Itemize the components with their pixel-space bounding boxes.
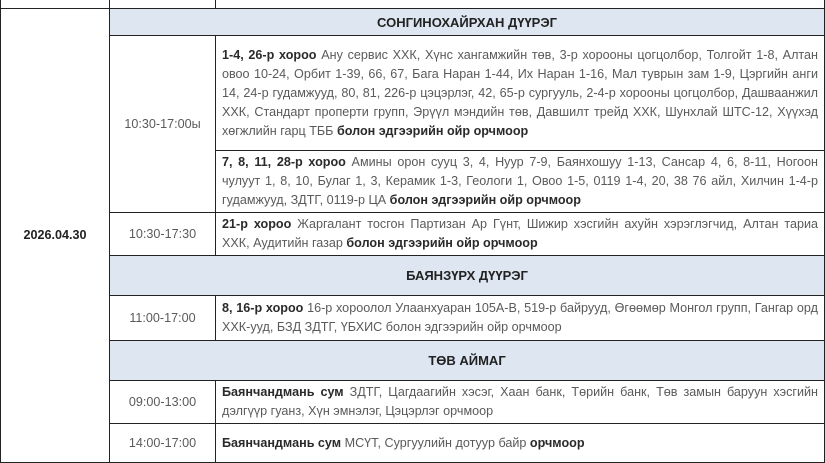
area-cell xyxy=(216,381,825,424)
area-suffix: болон эдгээрийн ойр орчмоор xyxy=(389,193,581,207)
section-header: БАЯНЗҮРХ ДҮҮРЭГ xyxy=(110,256,825,296)
area-text: 16-р хороолол Улаанхуаран 105А-В, 519-р байрууд, Өгөөмөр Монгол групп, Гангар орд ХХК-ууд, БЗД ЗДТГ, ҮБХИС болон эдгээрийн ойр орчмоор xyxy=(222,301,818,334)
area-cell xyxy=(216,296,825,341)
area-bold: 8, 16-р хороо xyxy=(222,301,304,315)
area-cell xyxy=(216,213,825,256)
area-text: ЗДТГ, Цагдаагийн хэсэг, Хаан банк, Төрийн банк, Төв замын баруун хэсгийн дэлгүүр гуанз, Хүн эмнэлэг, Цэцэрлэг орчмоор xyxy=(222,385,818,418)
time-cell: 09:00-13:00 xyxy=(110,381,216,424)
area-text: МСҮТ, Сургуулийн дотуур байр xyxy=(341,435,530,450)
area-bold: 1-4, 26-р хороо xyxy=(222,47,317,62)
area-suffix: орчмоор xyxy=(529,435,585,450)
area-text: Жаргалант тосгон Партизан Ар Гүнт, Шижир хэсгийн ахуйн хэрэглэгчид, Алтан тариа ХХК, Аудитийн газар xyxy=(222,217,818,250)
area-suffix: болон эдгээрийн ойр орчмоор xyxy=(336,123,529,138)
prev-row-cell xyxy=(1,0,110,9)
area-bold: Баянчандмань сум xyxy=(222,435,342,450)
area-cell xyxy=(216,36,825,151)
time-cell: 14:00-17:00 xyxy=(110,424,216,463)
area-bold: 7, 8, 11, 28-р хороо xyxy=(222,155,346,169)
area-cell xyxy=(216,424,825,463)
prev-row-cell xyxy=(110,0,216,9)
date-cell: 2026.04.30 xyxy=(1,9,110,463)
time-cell: 10:30-17:00ы xyxy=(110,36,216,213)
time-cell: 10:30-17:30 xyxy=(110,213,216,256)
area-bold: Баянчандмань сум xyxy=(222,385,344,399)
area-text: Амины орон сууц 3, 4, Нуур 7-9, Баянхошуу 1-13, Сансар 4, 6, 8-11, Ногоон чулуут 1, 8, 10, Булаг 1, 3, Керамик 1-3, Геологи 1, Овоо 1-5, 0119 1-4, 20, 38 76 айл, Хилчин 1-4-р гудамжууд, ЗДТГ, 0119-р ЦА xyxy=(222,155,818,207)
time-cell: 11:00-17:00 xyxy=(110,296,216,341)
area-text: Ану сервис ХХК, Хүнс хангамжийн төв, 3-р хорооны цогцолбор, Толгойт 1-8, Алтан овоо 10-24, Орбит 1-39, 66, 67, Бага Наран 1-44, Их Наран 1-16, Мал туврын зам 1-9, Цэргийн анги 14, 24-р гудамжууд, 80, 81, 226-р цэцэрлэг, 42, 65-р сургууль, 2-4-р хорооны цогцолбор, Дашваанжил ХХК, Стандарт проперти групп, Эрүүл мэндийн төв, Давшилт трейд ХХК, Шунхлай ШТС-12, Хүүхэд хөгжлийн гарц ТББ xyxy=(222,47,818,138)
area-bold: 21-р хороо xyxy=(222,217,292,231)
prev-row-cell xyxy=(216,0,825,9)
area-suffix: болон эдгээрийн ойр орчмоор xyxy=(346,236,538,250)
area-cell xyxy=(216,151,825,213)
section-header: СОНГИНОХАЙРХАН ДҮҮРЭГ xyxy=(110,9,825,36)
section-header: ТӨВ АЙМАГ xyxy=(110,341,825,381)
